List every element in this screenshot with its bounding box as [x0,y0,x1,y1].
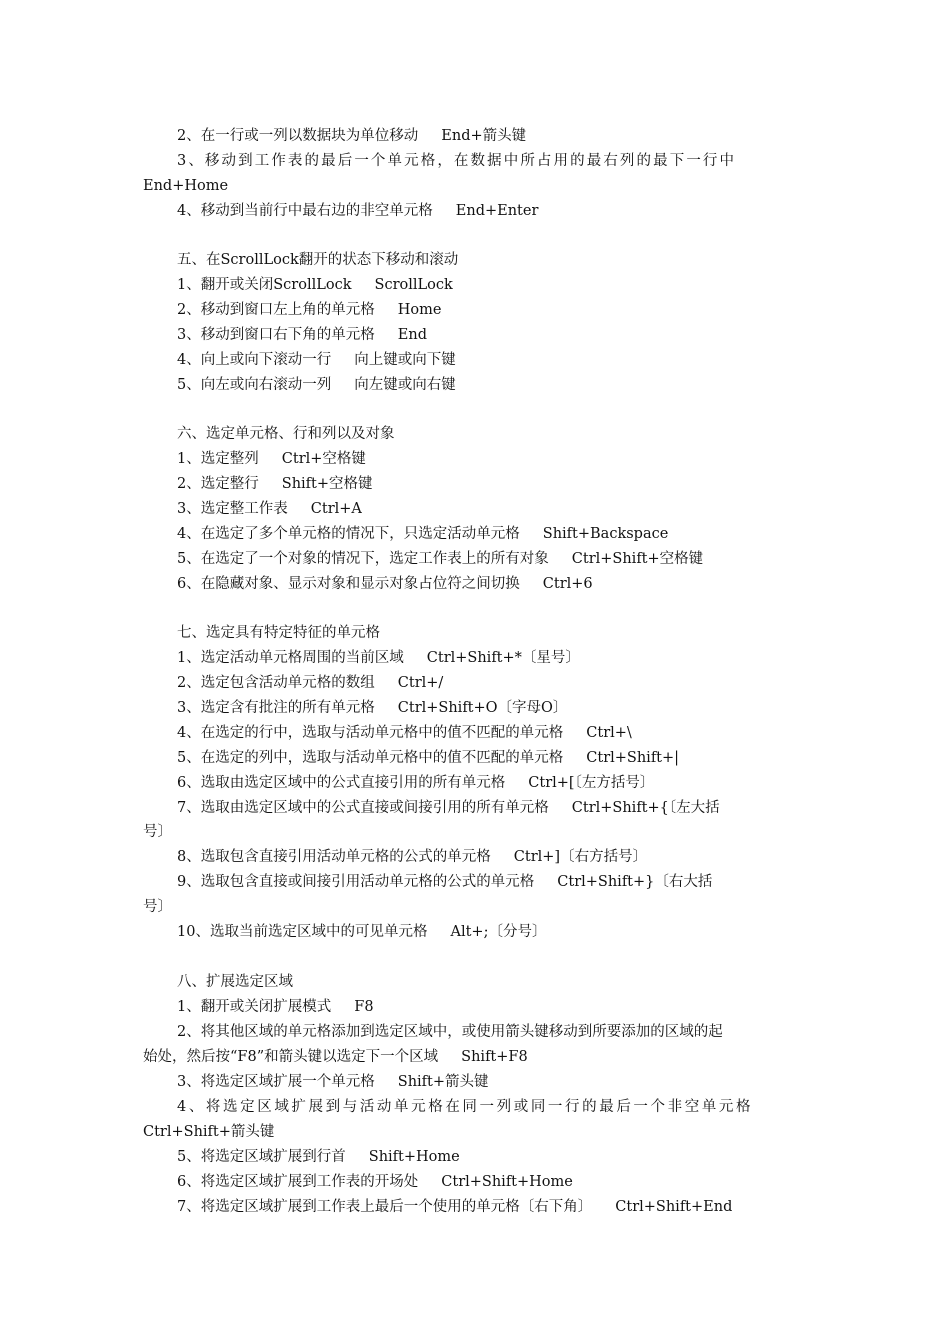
text-line: 1、翻开或关闭ScrollLock ScrollLock [177,277,453,293]
text-line: 3、选定含有批注的所有单元格 Ctrl+Shift+O〔字母O〕 [177,700,568,716]
text-line: 6、将选定区域扩展到工作表的开场处 Ctrl+Shift+Home [177,1174,573,1190]
text-line: 7、选取由选定区域中的公式直接或间接引用的所有单元格 Ctrl+Shift+{〔左大括 [177,800,720,816]
text-line: 5、在选定了一个对象的情况下，选定工作表上的所有对象 Ctrl+Shift+空格键 [177,551,704,567]
text-line: 5、在选定的列中，选取与活动单元格中的值不匹配的单元格 Ctrl+Shift+| [177,750,680,766]
text-line: Ctrl+Shift+箭头键 [143,1124,275,1140]
text-line: 1、选定整列 Ctrl+空格键 [177,451,366,467]
section-heading: 六、选定单元格、行和列以及对象 [177,426,395,442]
text-line: 5、向左或向右滚动一列 向左键或向右键 [177,377,456,393]
text-line: 7、将选定区域扩展到工作表上最后一个使用的单元格〔右下角〕 Ctrl+Shift+End [177,1199,733,1215]
text-line: 3、移动到工作表的最后一个单元格，在数据中所占用的最右列的最下一行中 [177,153,737,169]
text-line: 4、移动到当前行中最右边的非空单元格 End+Enter [177,203,539,219]
text-line: 10、选取当前选定区域中的可见单元格 Alt+;〔分号〕 [177,924,547,940]
text-line: 2、移动到窗口左上角的单元格 Home [177,302,442,318]
text-line: 号〕 [143,899,172,915]
section-heading: 八、扩展选定区域 [177,974,293,990]
text-line: 8、选取包含直接引用活动单元格的公式的单元格 Ctrl+]〔右方括号〕 [177,849,648,865]
text-line: 5、将选定区域扩展到行首 Shift+Home [177,1149,460,1165]
text-line: 号〕 [143,824,172,840]
section-heading: 七、选定具有特定特征的单元格 [177,625,380,641]
text-line: 3、将选定区域扩展一个单元格 Shift+箭头键 [177,1074,489,1090]
text-line: 6、选取由选定区域中的公式直接引用的所有单元格 Ctrl+[〔左方括号〕 [177,775,655,791]
text-line: 2、选定包含活动单元格的数组 Ctrl+/ [177,675,444,691]
text-line: 4、在选定了多个单元格的情况下，只选定活动单元格 Shift+Backspace [177,526,669,542]
text-line: 3、选定整工作表 Ctrl+A [177,501,362,517]
text-line: 3、移动到窗口右下角的单元格 End [177,327,427,343]
text-line: 始处，然后按“F8”和箭头键以选定下一个区域 Shift+F8 [143,1049,528,1065]
section-heading: 五、在ScrollLock翻开的状态下移动和滚动 [177,252,459,268]
text-line: End+Home [143,178,229,194]
text-line: 4、在选定的行中，选取与活动单元格中的值不匹配的单元格 Ctrl+\ [177,725,632,741]
text-line: 1、翻开或关闭扩展模式 F8 [177,999,374,1015]
text-line: 2、选定整行 Shift+空格键 [177,476,373,492]
text-line: 2、将其他区域的单元格添加到选定区域中，或使用箭头键移动到所要添加的区域的起 [177,1024,723,1040]
text-line: 4、向上或向下滚动一行 向上键或向下键 [177,352,456,368]
text-line: 2、在一行或一列以数据块为单位移动 End+箭头键 [177,128,527,144]
text-line: 4、将选定区域扩展到与活动单元格在同一列或同一行的最后一个非空单元格 [177,1099,754,1115]
text-line: 1、选定活动单元格周围的当前区域 Ctrl+Shift+*〔星号〕 [177,650,580,666]
text-line: 6、在隐藏对象、显示对象和显示对象占位符之间切换 Ctrl+6 [177,576,593,592]
text-line: 9、选取包含直接或间接引用活动单元格的公式的单元格 Ctrl+Shift+}〔右大括 [177,874,713,890]
